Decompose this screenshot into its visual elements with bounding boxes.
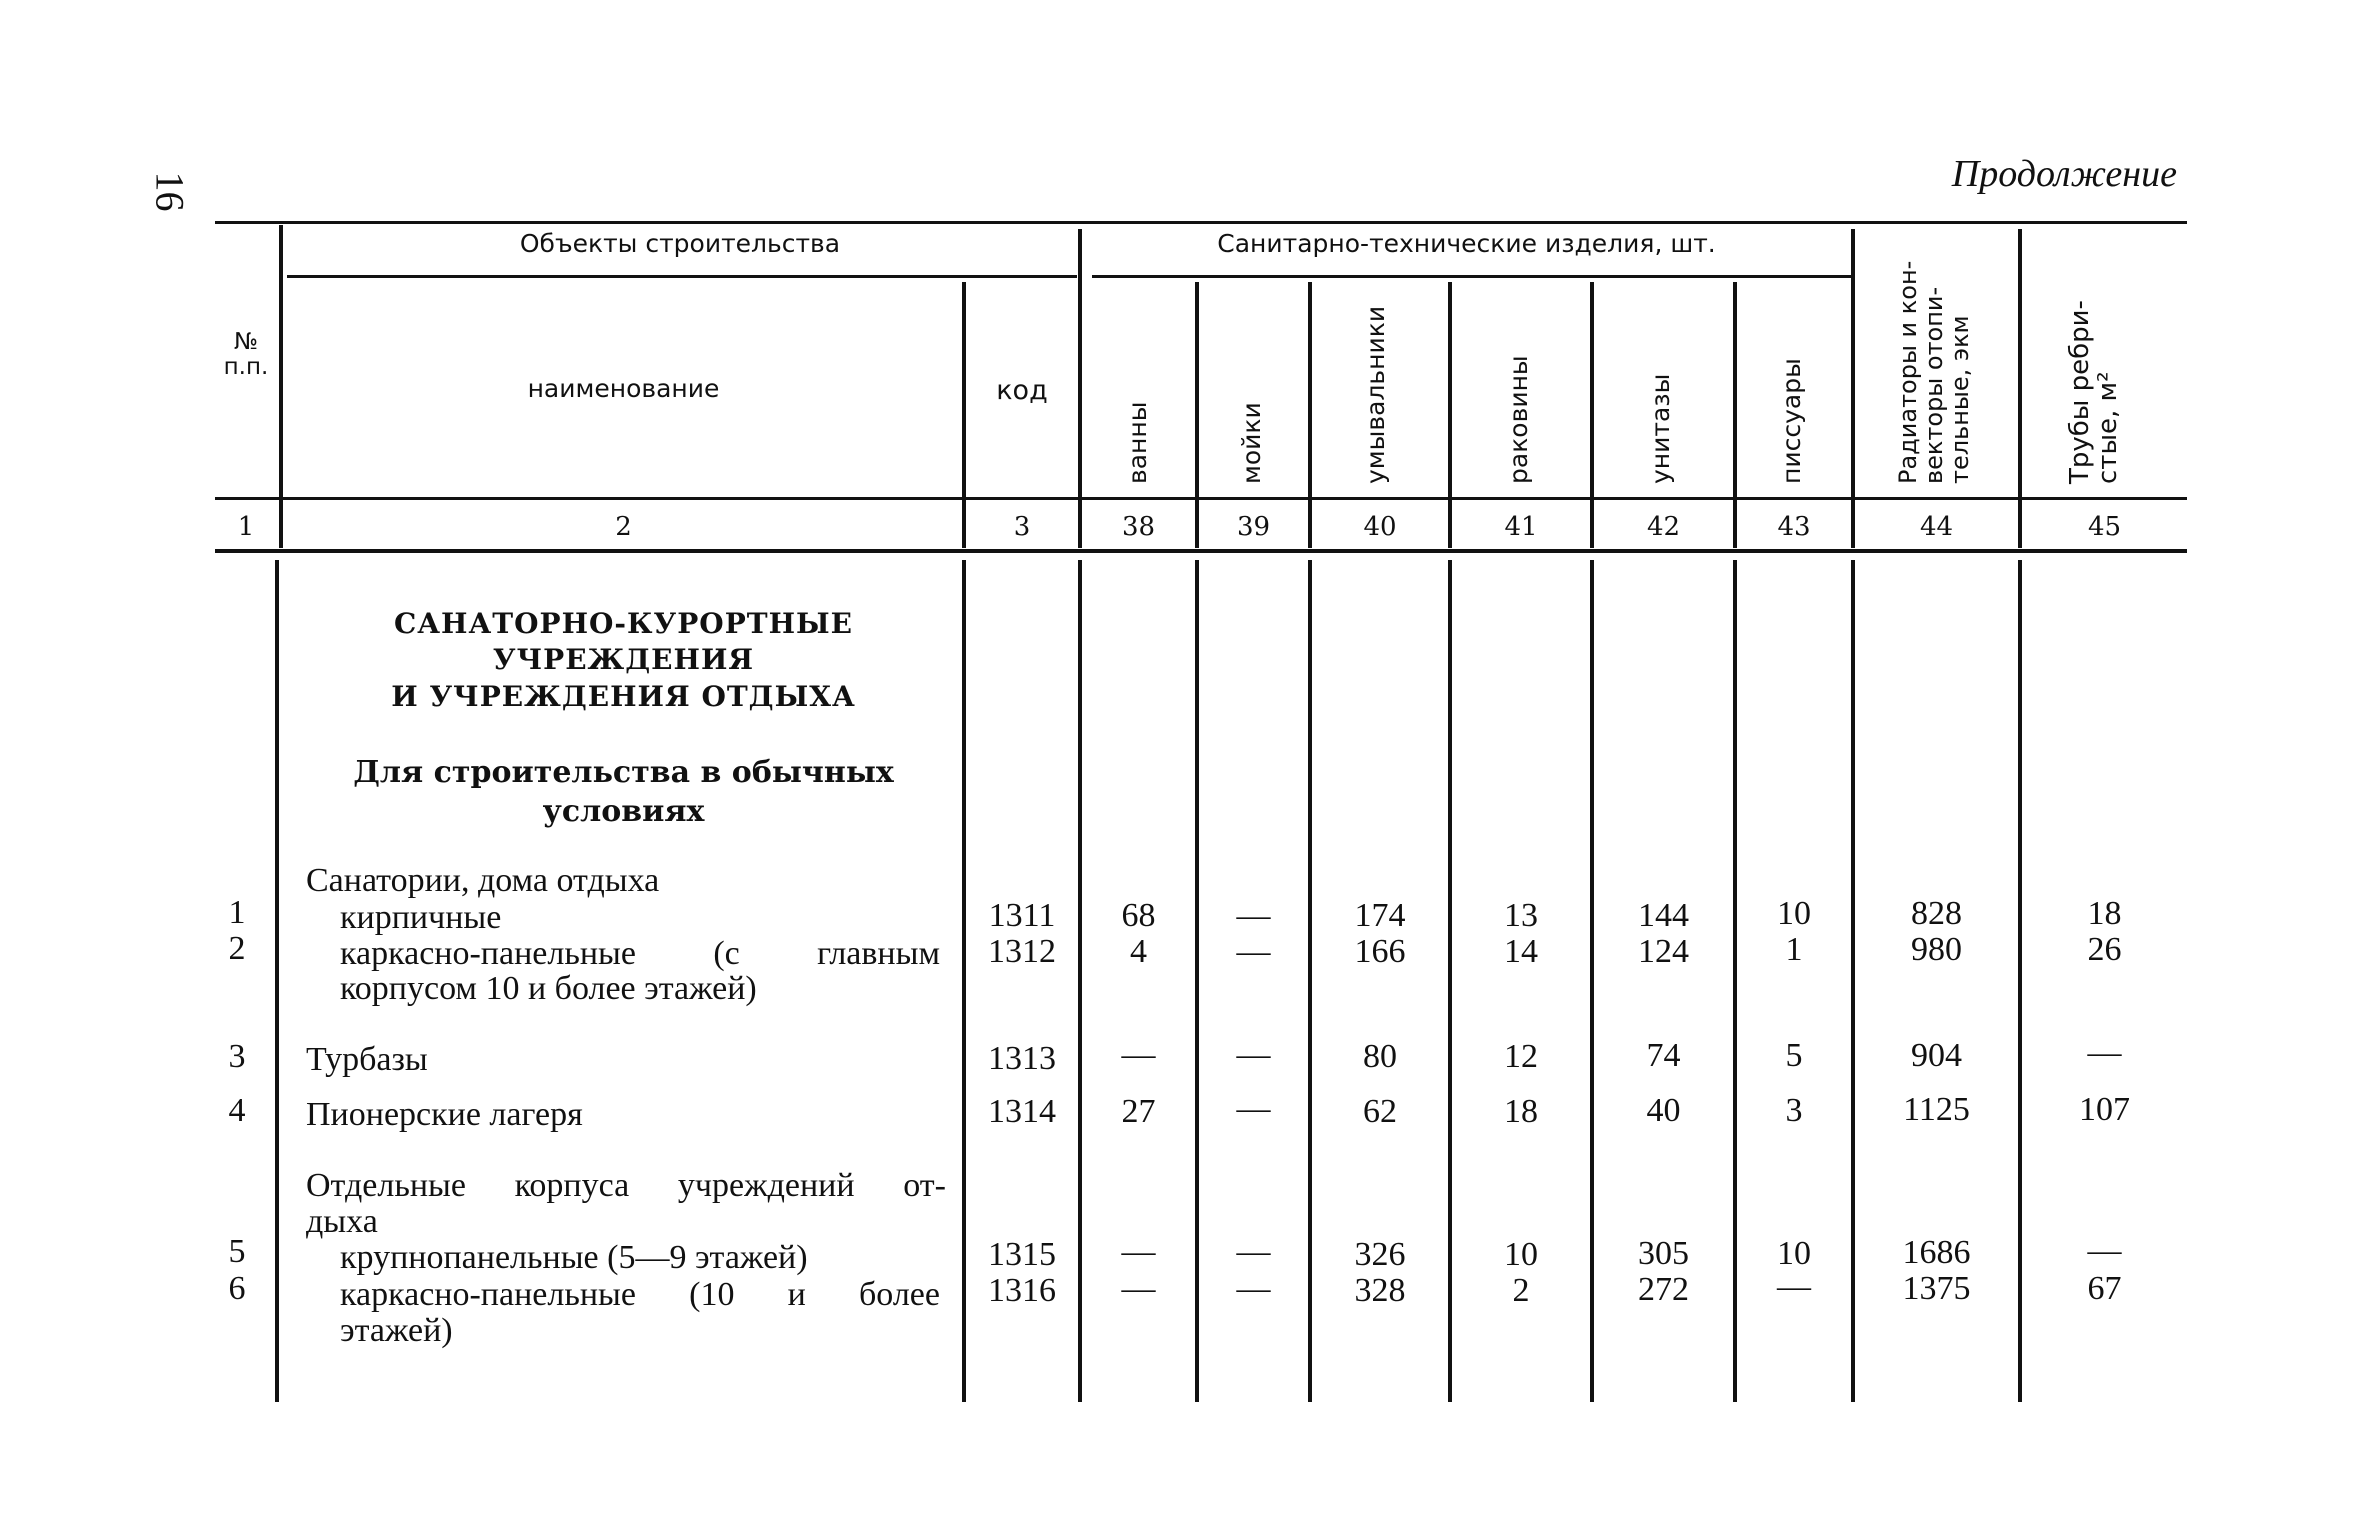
- cell-sinks: —: [1236, 1270, 1271, 1307]
- col-divider: [275, 560, 279, 1402]
- cell-toilets: 272: [1638, 1271, 1689, 1308]
- cell-code: 1316: [988, 1272, 1056, 1309]
- column-number: 45: [2087, 512, 2122, 542]
- cell-baths: —: [1121, 1036, 1156, 1073]
- header-radiators: Радиаторы и кон- векторы отопи- тельные, экм: [1894, 260, 1974, 484]
- column-number: 42: [1646, 512, 1681, 542]
- column-number: 40: [1363, 512, 1397, 542]
- header-name-label: наименование: [527, 374, 720, 403]
- col-divider: [1078, 229, 1082, 548]
- cell-radiators: 980: [1911, 931, 1962, 968]
- col-divider: [1733, 282, 1737, 548]
- column-number: 44: [1919, 512, 1954, 542]
- cell-toilets: 144: [1638, 897, 1689, 934]
- header-no-label: № п.п.: [223, 329, 269, 381]
- column-number: 38: [1121, 512, 1156, 542]
- cell-pipes: 67: [2087, 1270, 2122, 1307]
- header-sinks: мойки: [1237, 402, 1266, 484]
- section-title: САНАТОРНО-КУРОРТНЫЕ УЧРЕЖДЕНИЯ И УЧРЕЖДЕНИЯ ОТДЫХА: [391, 607, 856, 713]
- cell-code: 1315: [988, 1236, 1056, 1273]
- header-sanitary-group: Санитарно-технические изделия, шт.: [1217, 229, 1716, 258]
- row-name: каркасно-панельные (с главным: [340, 935, 940, 972]
- page-number: 16: [147, 171, 193, 212]
- cell-sinks: —: [1236, 1036, 1271, 1073]
- cell-washbasins: 328: [1354, 1272, 1406, 1309]
- cell-code: 1312: [988, 933, 1056, 970]
- header-group-rule-sanitary: [1092, 275, 1852, 278]
- cell-urinals: 1: [1785, 931, 1803, 968]
- cell-sinks: —: [1236, 897, 1271, 934]
- cell-baths: 27: [1121, 1093, 1156, 1130]
- col-divider: [1851, 229, 1855, 548]
- cell-pipes: 26: [2087, 931, 2122, 968]
- cell-radiators: 1686: [1902, 1234, 1971, 1271]
- row-number: 3: [228, 1038, 246, 1075]
- col-divider: [1590, 282, 1594, 548]
- column-number: 41: [1504, 512, 1538, 542]
- cell-code: 1313: [988, 1040, 1056, 1077]
- col-divider: [962, 282, 966, 548]
- header-washbasins: умывальники: [1361, 305, 1390, 484]
- header-code-label: код: [996, 375, 1048, 406]
- col-divider: [2018, 229, 2022, 548]
- cell-baths: 4: [1130, 933, 1147, 970]
- cell-basins: 18: [1504, 1093, 1538, 1130]
- row-name: Турбазы: [306, 1041, 428, 1078]
- cell-urinals: 10: [1777, 895, 1811, 932]
- cell-sinks: —: [1236, 933, 1271, 970]
- cell-urinals: 10: [1777, 1235, 1811, 1272]
- cell-radiators: 828: [1911, 895, 1962, 932]
- header-urinals: писсуары: [1777, 358, 1806, 484]
- cell-washbasins: 174: [1354, 897, 1406, 934]
- row-name: каркасно-панельные (10 и более: [340, 1276, 940, 1313]
- row-name: Пионерские лагеря: [306, 1096, 583, 1133]
- cell-urinals: —: [1777, 1268, 1811, 1305]
- cell-urinals: 5: [1785, 1037, 1803, 1074]
- header-pipes: Трубы ребри- стые, м²: [2065, 300, 2124, 484]
- cell-urinals: 3: [1785, 1092, 1803, 1129]
- cell-toilets: 40: [1646, 1092, 1681, 1129]
- row-number: 2: [228, 930, 246, 967]
- header-baths: ванны: [1123, 401, 1152, 484]
- cell-basins: 13: [1504, 897, 1538, 934]
- column-number: 2: [615, 512, 632, 542]
- col-divider: [1308, 282, 1312, 548]
- cell-code: 1314: [988, 1093, 1056, 1130]
- cell-code: 1311: [988, 897, 1056, 934]
- cell-baths: —: [1121, 1233, 1156, 1270]
- row-name: крупнопанельные (5—9 этажей): [340, 1239, 808, 1276]
- cell-basins: 2: [1512, 1272, 1530, 1309]
- subsection-title: Для строительства в обычных условиях: [353, 755, 894, 829]
- cell-sinks: —: [1236, 1090, 1271, 1127]
- column-number: 1: [237, 512, 255, 542]
- cell-basins: 14: [1504, 933, 1538, 970]
- column-numbers-bottom-rule: [215, 549, 2187, 553]
- cell-toilets: 74: [1646, 1037, 1681, 1074]
- row-number: 5: [228, 1233, 246, 1270]
- cell-toilets: 305: [1638, 1235, 1689, 1272]
- col-divider: [1195, 282, 1199, 548]
- cell-washbasins: 326: [1354, 1236, 1406, 1273]
- group-label: дыха: [306, 1203, 378, 1240]
- group-label: Санатории, дома отдыха: [306, 862, 660, 899]
- cell-washbasins: 166: [1354, 933, 1406, 970]
- cell-pipes: 18: [2087, 895, 2122, 932]
- row-number: 6: [228, 1270, 246, 1307]
- header-group-rule-objects: [287, 275, 1077, 278]
- row-number: 4: [228, 1092, 246, 1129]
- row-name-continued: корпусом 10 и более этажей): [340, 970, 757, 1007]
- cell-basins: 10: [1504, 1236, 1538, 1273]
- cell-baths: 68: [1121, 897, 1156, 934]
- cell-toilets: 124: [1638, 933, 1689, 970]
- col-divider: [279, 225, 283, 548]
- column-number: 39: [1236, 512, 1271, 542]
- header-objects-group: Объекты строительства: [519, 229, 841, 258]
- cell-washbasins: 62: [1363, 1093, 1397, 1130]
- header-bottom-rule: [215, 497, 2187, 500]
- group-label: Отдельные корпуса учреждений от-: [306, 1167, 946, 1204]
- cell-sinks: —: [1236, 1233, 1271, 1270]
- col-divider: [1448, 282, 1452, 548]
- cell-radiators: 1125: [1903, 1091, 1970, 1128]
- row-number: 1: [228, 894, 246, 931]
- row-name-continued: этажей): [340, 1312, 453, 1349]
- column-number: 3: [1013, 512, 1031, 542]
- cell-basins: 12: [1504, 1038, 1538, 1075]
- cell-washbasins: 80: [1363, 1038, 1397, 1075]
- cell-pipes: —: [2087, 1034, 2122, 1071]
- cell-baths: —: [1121, 1270, 1156, 1307]
- header-basins: раковины: [1504, 355, 1533, 484]
- cell-pipes: —: [2087, 1232, 2122, 1269]
- continuation-label: Продолжение: [1951, 153, 2177, 195]
- column-number: 43: [1777, 512, 1811, 542]
- cell-pipes: 107: [2079, 1091, 2130, 1128]
- header-toilets: унитазы: [1646, 373, 1675, 484]
- table-top-rule: [215, 221, 2187, 224]
- cell-radiators: 904: [1911, 1037, 1962, 1074]
- row-name: кирпичные: [340, 899, 502, 936]
- cell-radiators: 1375: [1902, 1270, 1971, 1307]
